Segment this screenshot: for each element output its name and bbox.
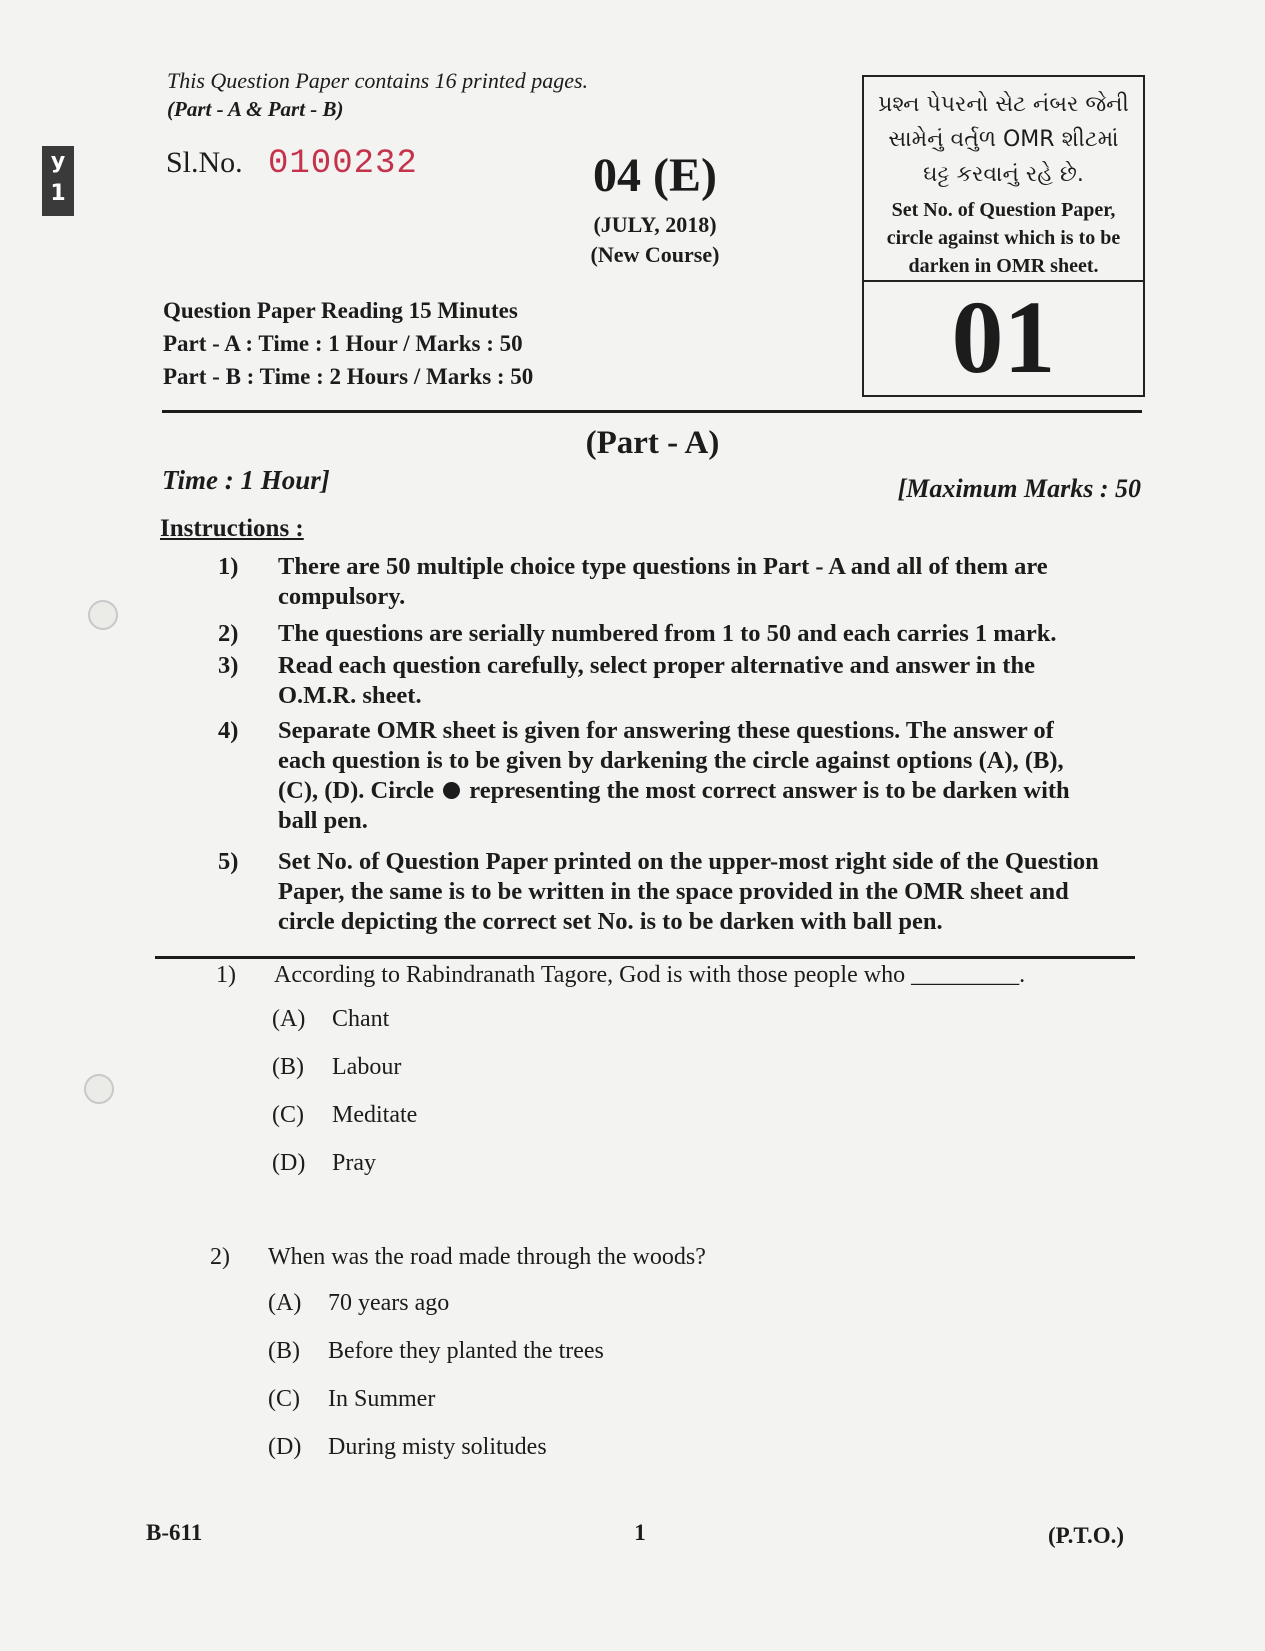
side-tab: y 1 [42,146,74,216]
option-label: (D) [268,1434,302,1460]
pages-note: This Question Paper contains 16 printed pages. [167,68,589,93]
paper-code: 04 (E) [593,149,717,202]
option-label: (A) [268,1290,302,1316]
punch-hole [84,1074,114,1104]
instruction-text-part: (C), (D). Circle [278,777,435,804]
question-number: 2) [210,1244,230,1270]
question-number: 1) [216,962,236,988]
reading-time: Question Paper Reading 15 Minutes [163,298,518,323]
instruction-text: O.M.R. sheet. [278,682,422,709]
english-line: circle against which is to be [886,227,1121,249]
instruction-text: The questions are serially numbered from 1 to 50 and each carries 1 mark. [278,620,1057,647]
option-label: (B) [272,1054,304,1080]
instruction-text: Separate OMR sheet is given for answering these questions. The answer of [278,717,1054,744]
instruction-number: 5) [218,848,239,875]
part-a-time: Part - A : Time : 1 Hour / Marks : 50 [163,331,523,356]
option-text: 70 years ago [328,1290,450,1316]
instruction-text: There are 50 multiple choice type questions in Part - A and all of them are [278,553,1048,580]
question-text: When was the road made through the woods? [268,1244,706,1270]
instruction-text: circle depicting the correct set No. is to be darken with ball pen. [278,908,943,935]
english-line: Set No. of Question Paper, [891,199,1116,221]
option-text: Labour [332,1054,402,1080]
set-number: 01 [864,280,1143,395]
option-text: In Summer [328,1386,436,1412]
gujarati-line: સામેનું વર્તુળ OMR શીટમાં [888,127,1119,152]
pto-note: (P.T.O.) [1047,1523,1124,1548]
option-text: Chant [332,1006,390,1032]
session: (JULY, 2018) [593,212,717,237]
filled-circle-icon [443,782,460,799]
option-text: Pray [332,1150,376,1176]
parts-note: (Part - A & Part - B) [167,97,344,121]
part-b-time: Part - B : Time : 2 Hours / Marks : 50 [163,364,534,389]
instruction-text: Read each question carefully, select proper alternative and answer in the [278,652,1035,679]
option-label: (D) [272,1150,306,1176]
instruction-text [278,776,1140,806]
english-line: darken in OMR sheet. [908,255,1099,277]
instruction-number: 1) [218,553,239,580]
instructions-heading: Instructions : [160,515,304,542]
paper-footer-code: B-611 [146,1520,203,1545]
question-text: According to Rabindranath Tagore, God is with those people who _________. [274,962,1026,988]
option-label: (A) [272,1006,306,1032]
option-label: (C) [268,1386,300,1412]
page-number: 1 [634,1520,646,1545]
gujarati-line: પ્રશ્ન પેપરનો સેટ નંબર જેની [878,92,1129,117]
instruction-number: 3) [218,652,239,679]
option-text: Before they planted the trees [328,1338,604,1364]
instruction-number: 2) [218,620,239,647]
punch-hole [88,600,118,630]
part-a-time-label: Time : 1 Hour] [162,465,330,495]
instruction-text: ball pen. [278,807,368,834]
option-text: During misty solitudes [328,1434,547,1460]
instruction-text: compulsory. [278,583,406,610]
divider [162,410,1142,413]
set-box-gujarati [864,77,1143,192]
gujarati-line: ઘટ્ટ કરવાનું રહે છે. [923,162,1084,187]
max-marks: [Maximum Marks : 50 [897,474,1141,503]
instruction-number: 4) [218,717,239,744]
divider [155,956,1135,959]
option-text: Meditate [332,1102,418,1128]
option-label: (B) [268,1338,300,1364]
instruction-text: Paper, the same is to be written in the space provided in the OMR sheet and [278,878,1069,905]
serial-number: 0100232 [268,145,418,183]
instruction-text: each question is to be given by darkening the circle against options (A), (B), [278,747,1064,774]
instruction-text: Set No. of Question Paper printed on the upper-most right side of the Question [278,848,1099,875]
serial-label: Sl.No. [166,146,243,179]
option-label: (C) [272,1102,304,1128]
set-box-english [864,196,1143,280]
part-a-title: (Part - A) [585,425,720,461]
course: (New Course) [590,242,720,267]
set-number-box [862,75,1145,397]
instruction-text-part: representing the most correct answer is to be darken with [469,777,1070,804]
